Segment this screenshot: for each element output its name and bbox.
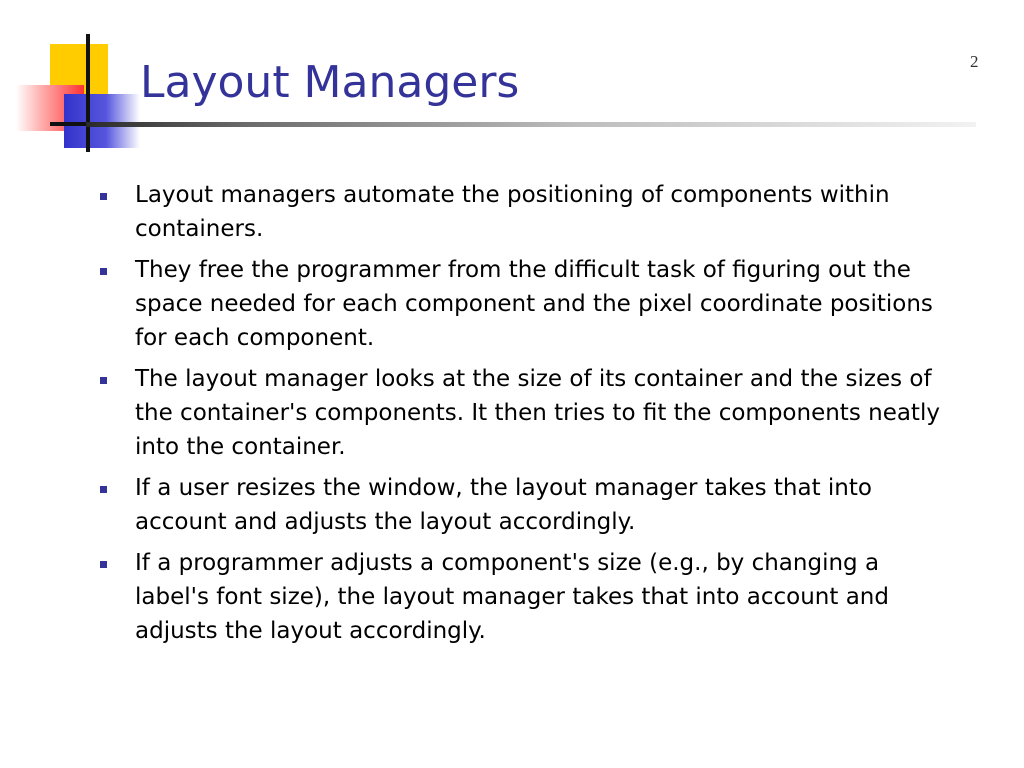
bullet-marker-icon bbox=[100, 377, 107, 384]
bullet-marker-icon bbox=[100, 193, 107, 200]
bullet-item bbox=[100, 362, 960, 464]
title-underline bbox=[86, 122, 976, 127]
bullet-text: If a user resizes the window, the layout manager takes that into account and adjusts the layout accordingly. bbox=[135, 475, 872, 535]
slide-title: Layout Managers bbox=[140, 57, 520, 108]
bullet-marker-icon bbox=[100, 268, 107, 275]
logo-vertical-line bbox=[86, 34, 90, 152]
bullet-item bbox=[100, 253, 960, 355]
bullet-text: They free the programmer from the difficult task of figuring out the space needed for each component and the pixel coordinate positions for each component. bbox=[135, 257, 933, 351]
bullet-item bbox=[100, 178, 960, 246]
bullet-marker-icon bbox=[100, 486, 107, 493]
decorative-logo bbox=[0, 0, 160, 160]
bullet-text: If a programmer adjusts a component's size (e.g., by changing a label's font size), the layout manager takes that into account and adjusts the layout accordingly. bbox=[135, 550, 889, 644]
bullet-text: Layout managers automate the positioning of components within containers. bbox=[135, 182, 890, 242]
page-number: 2 bbox=[970, 52, 979, 71]
bullet-marker-icon bbox=[100, 561, 107, 568]
bullet-text: The layout manager looks at the size of its container and the sizes of the container's components. It then tries to fit the components neatly into the container. bbox=[135, 366, 940, 460]
logo-blue-square bbox=[64, 94, 140, 148]
bullet-item bbox=[100, 471, 960, 539]
bullet-item bbox=[100, 546, 960, 648]
bullet-list bbox=[100, 178, 960, 655]
